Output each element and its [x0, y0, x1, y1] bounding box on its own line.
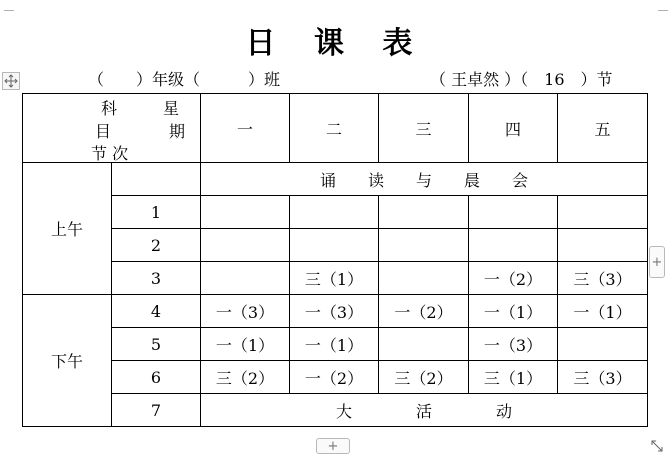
class-cell[interactable]: [558, 328, 648, 361]
class-cell[interactable]: 一（2）: [379, 295, 469, 328]
table-row: [23, 229, 648, 262]
class-cell[interactable]: [379, 328, 469, 361]
class-cell[interactable]: 一（3）: [290, 295, 379, 328]
period-number[interactable]: 1: [112, 196, 201, 229]
day-header-mon[interactable]: 一: [201, 94, 290, 163]
class-cell[interactable]: 三（1）: [469, 361, 558, 394]
table-move-handle[interactable]: [2, 72, 20, 90]
class-cell[interactable]: [379, 262, 469, 295]
activity-banner-text: 大 活 动: [335, 401, 512, 421]
corner-label-mu: 目: [95, 122, 112, 141]
header-row: [23, 94, 648, 163]
corner-label-xing: 星: [163, 99, 180, 118]
class-cell[interactable]: 一（2）: [290, 361, 379, 394]
class-cell[interactable]: [290, 196, 379, 229]
corner-label-qi: 期: [169, 122, 186, 141]
day-header-tue[interactable]: 二: [290, 94, 379, 163]
class-cell[interactable]: [379, 196, 469, 229]
class-cell[interactable]: 三（3）: [558, 361, 648, 394]
corner-label-jieci: 节 次: [91, 144, 129, 163]
class-cell[interactable]: 一（2）: [469, 262, 558, 295]
class-cell[interactable]: [201, 196, 290, 229]
afternoon-label: 下午: [50, 352, 83, 371]
period-number[interactable]: 5: [112, 328, 201, 361]
table-row: [23, 196, 648, 229]
class-cell[interactable]: 三（2）: [379, 361, 469, 394]
table-row: [23, 295, 648, 328]
morning-banner-cell[interactable]: [201, 163, 648, 196]
period-number[interactable]: 4: [112, 295, 201, 328]
day-header-thu[interactable]: 四: [469, 94, 558, 163]
move-arrows-icon: [4, 74, 18, 88]
page-corner-mark-left: [4, 0, 14, 11]
class-cell[interactable]: [201, 229, 290, 262]
empty-period-cell[interactable]: [112, 163, 201, 196]
schedule-table: [22, 93, 648, 427]
afternoon-label-cell[interactable]: [23, 295, 112, 427]
add-row-button[interactable]: [316, 438, 350, 454]
table-row: [23, 328, 648, 361]
class-cell[interactable]: 一（3）: [201, 295, 290, 328]
class-cell[interactable]: 一（1）: [469, 295, 558, 328]
morning-banner-row: [23, 163, 648, 196]
page-title: 日 课 表: [245, 26, 427, 61]
period-number[interactable]: 3: [112, 262, 201, 295]
morning-label-cell[interactable]: [23, 163, 112, 295]
class-cell[interactable]: [558, 196, 648, 229]
class-cell[interactable]: [201, 262, 290, 295]
period-number[interactable]: 2: [112, 229, 201, 262]
class-cell[interactable]: [290, 229, 379, 262]
teacher-info: （ 王卓然 ）（ 16 ）节: [430, 70, 613, 89]
corner-header-cell[interactable]: [23, 94, 201, 163]
table-row: [23, 361, 648, 394]
activity-row: [23, 394, 648, 427]
page-corner-mark-right: [658, 0, 668, 11]
class-cell[interactable]: 一（1）: [558, 295, 648, 328]
corner-header-labels: [23, 94, 201, 163]
day-header-wed[interactable]: 三: [379, 94, 469, 163]
class-cell[interactable]: [379, 229, 469, 262]
class-cell[interactable]: 一（3）: [469, 328, 558, 361]
class-info: （ ）年级（ ）班: [88, 70, 281, 89]
morning-label: 上午: [50, 220, 83, 239]
resize-diagonal-icon: [648, 437, 666, 455]
table-resize-handle[interactable]: [648, 437, 666, 455]
class-cell[interactable]: [469, 229, 558, 262]
morning-banner-text: 诵 读 与 晨 会: [319, 170, 528, 190]
class-cell[interactable]: [469, 196, 558, 229]
class-cell[interactable]: [558, 229, 648, 262]
period-number[interactable]: 6: [112, 361, 201, 394]
class-cell[interactable]: 一（1）: [201, 328, 290, 361]
table-row: [23, 262, 648, 295]
plus-icon: +: [327, 438, 339, 454]
plus-icon: +: [651, 254, 663, 270]
add-column-button[interactable]: [649, 246, 665, 278]
day-header-fri[interactable]: 五: [558, 94, 648, 163]
class-cell[interactable]: 三（1）: [290, 262, 379, 295]
class-cell[interactable]: 三（3）: [558, 262, 648, 295]
class-cell[interactable]: 一（1）: [290, 328, 379, 361]
activity-banner-cell[interactable]: [201, 394, 648, 427]
corner-label-ke: 科: [101, 99, 118, 118]
period-number[interactable]: 7: [112, 394, 201, 427]
class-cell[interactable]: 三（2）: [201, 361, 290, 394]
